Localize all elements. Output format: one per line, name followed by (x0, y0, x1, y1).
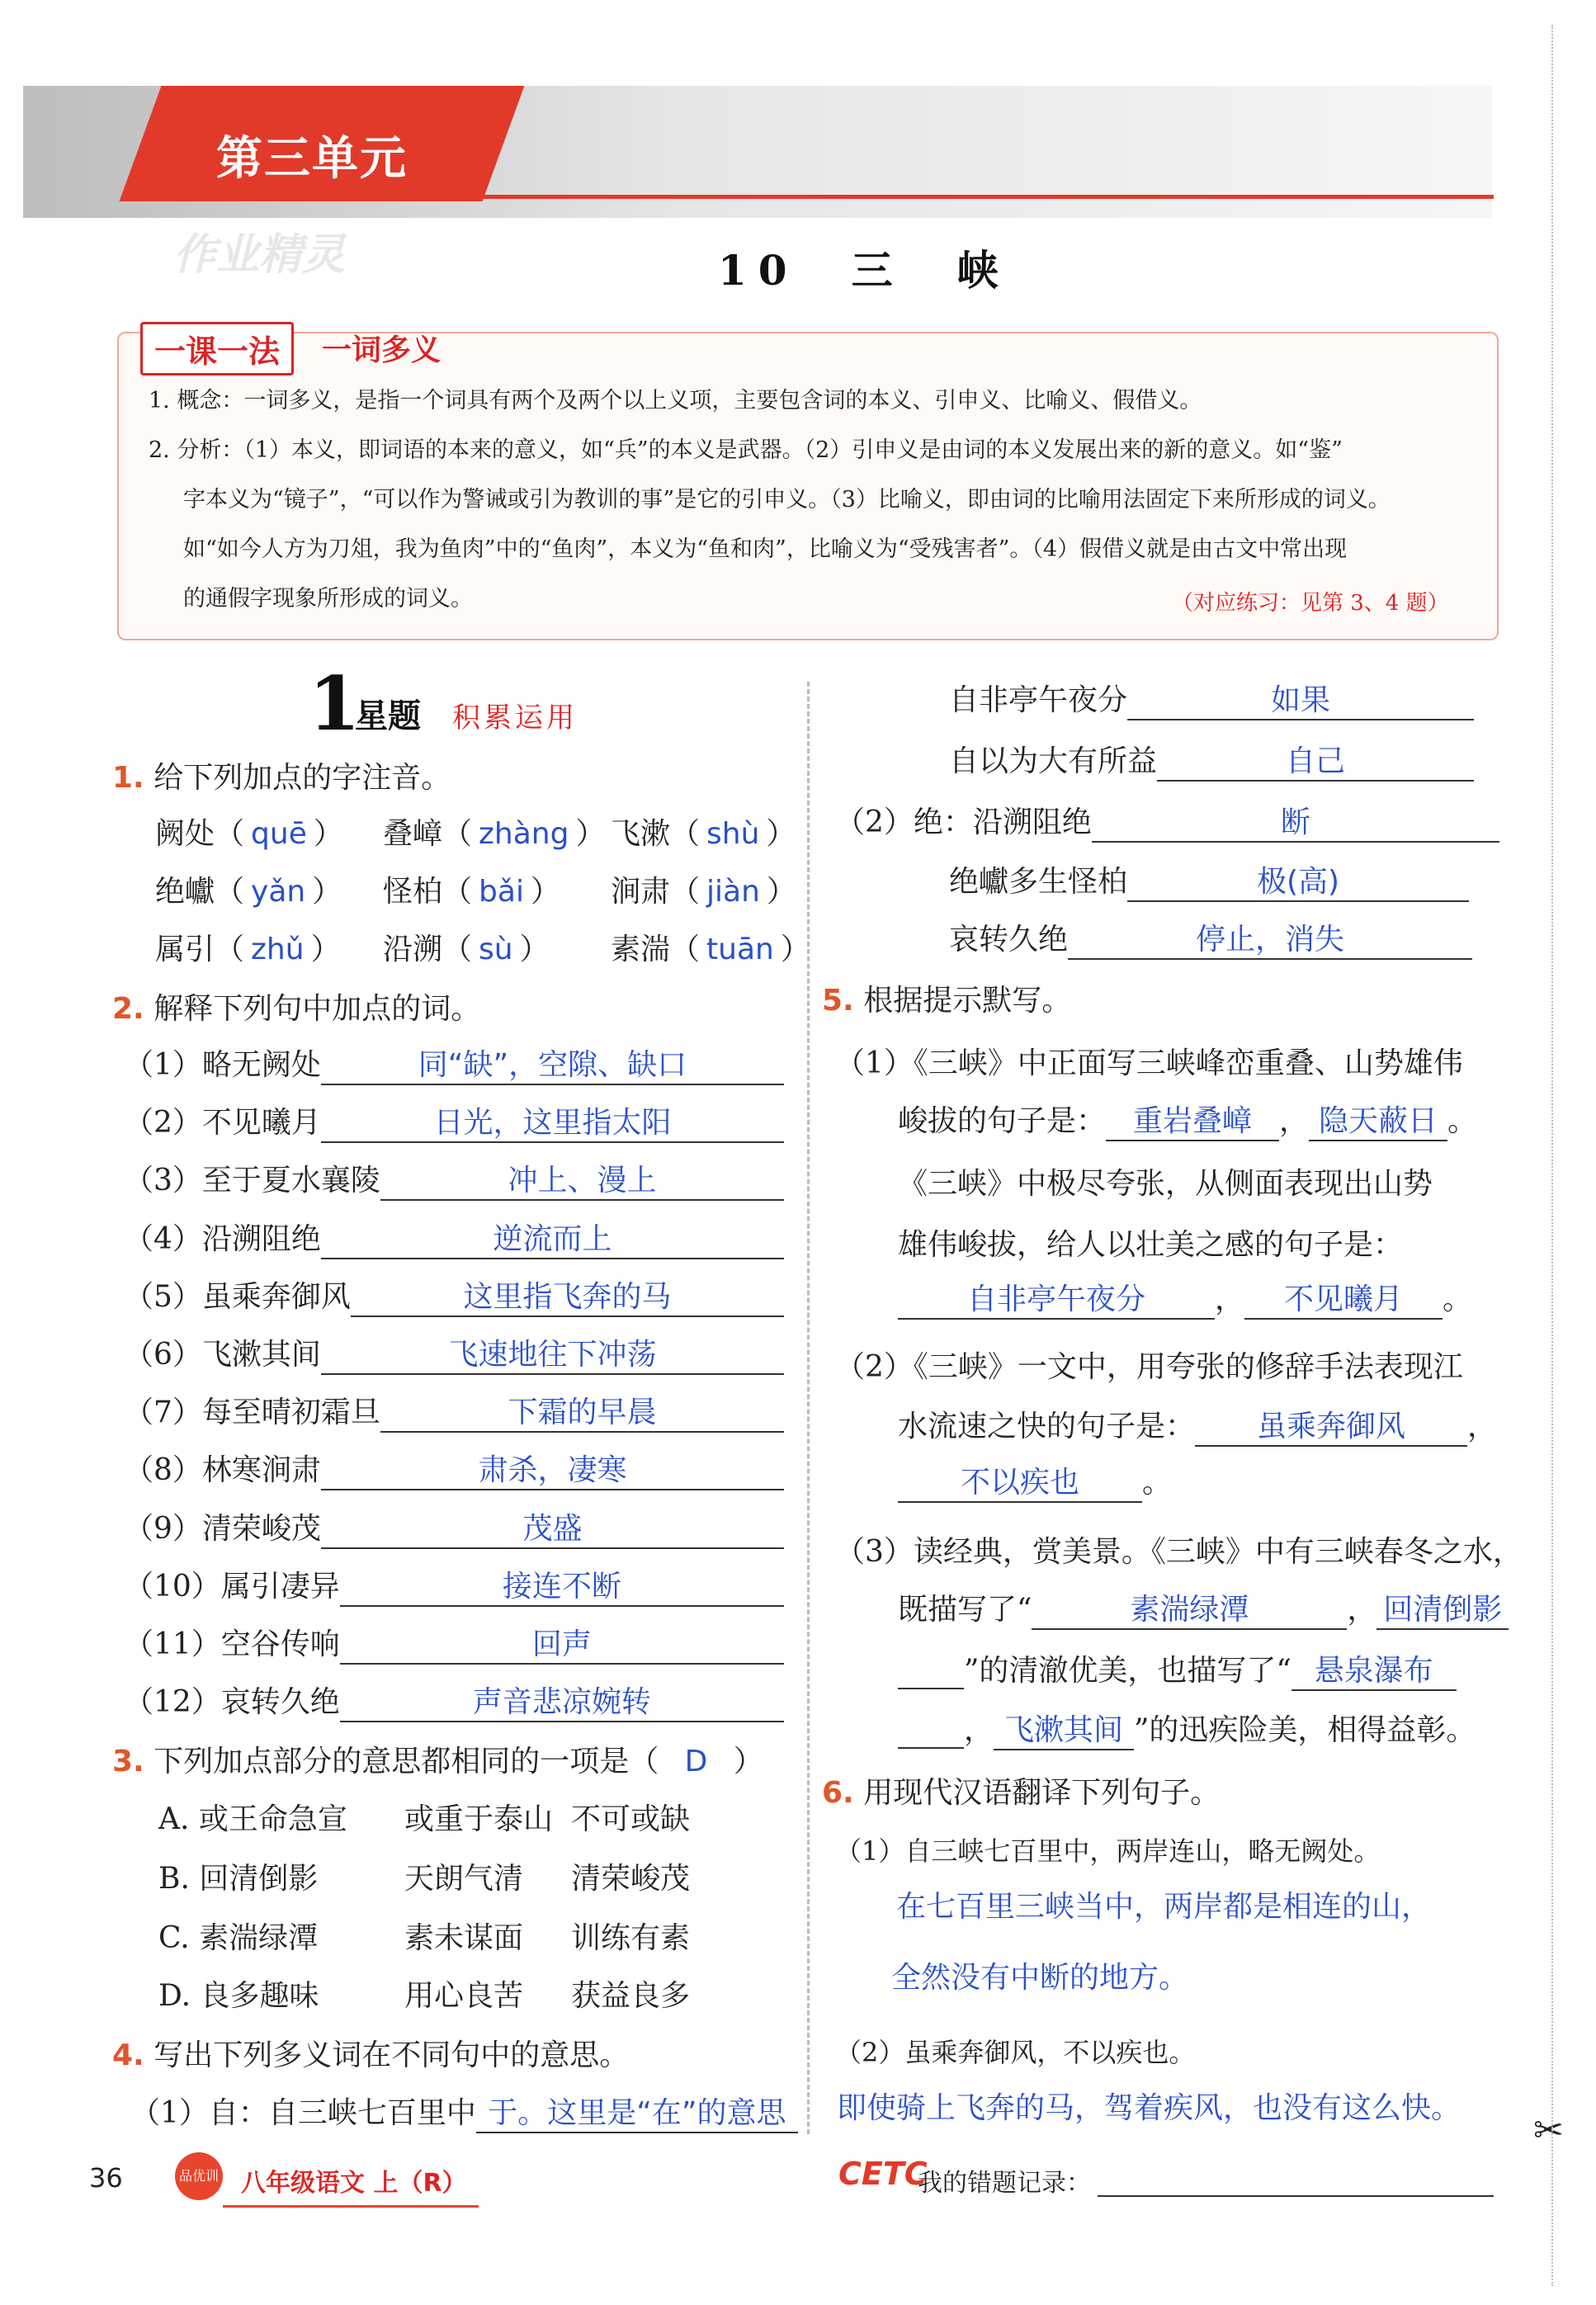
q6-number: 6. (822, 1776, 854, 1810)
q5-p1d: 雄伟峻拔，给人以壮美之感的句子是： (898, 1228, 1404, 1262)
cut-line (1551, 25, 1553, 2286)
unit-title: 第三单元 (216, 132, 408, 186)
q2-question: （4）沿溯阻绝 (124, 1222, 321, 1256)
q4-text: 写出下列多义词在不同句中的意思。 (153, 2038, 630, 2072)
q2-item (124, 1505, 784, 1549)
q3-option: D. 良多趣味 (158, 1979, 319, 2013)
q5-p3a: （3）读经典，赏美景。《三峡》中有三峡春冬之水， (835, 1535, 1523, 1569)
q6-translation2: 即使骑上飞奔的马，驾着疾风，也没有这么快。 (837, 2091, 1461, 2125)
q5-answer4: 不见曦月 (1244, 1276, 1443, 1320)
q1-pinyin-answer: jiàn (706, 875, 760, 909)
q6-text: 用现代汉语翻译下列句子。 (863, 1776, 1221, 1810)
column-divider (807, 682, 810, 2134)
q5-p3b-line: 既描写了“ 素湍绿潭 ， 回清倒影 (898, 1586, 1509, 1630)
q5-p1b: 峻拔的句子是： (898, 1104, 1107, 1138)
q1-pinyin-answer: bǎi (479, 875, 524, 909)
q1-word: 飞漱 (611, 817, 671, 851)
q5-answer8: 回清倒影 (1376, 1586, 1509, 1630)
q5-blank-b (898, 1713, 964, 1749)
q5-p3c: ”的清澈优美，也描写了“ (964, 1654, 1291, 1688)
q5-answer9: 悬泉瀑布 (1291, 1647, 1457, 1691)
q1-item: 素湍（ tuān ） (611, 933, 810, 966)
method-reference: （对应练习：见第 3、4 题） (1172, 591, 1449, 616)
q1-item: 沿溯（ sù ） (383, 933, 550, 966)
q4-item1-line2 (949, 677, 1474, 720)
q1-word: 叠嶂 (383, 817, 443, 851)
q4-item1-q2: 自非亭午夜分 (949, 683, 1128, 717)
q2-item (124, 1331, 784, 1375)
q5-text: 根据提示默写。 (863, 984, 1072, 1018)
q1-item: 绝巘（ yǎn ） (155, 875, 342, 909)
q3-answer: D (684, 1745, 708, 1778)
q5-answer6: 不以疾也 (898, 1459, 1142, 1503)
q1-pinyin-answer: tuān (706, 933, 774, 966)
q3-option-phrase: 不可或缺 (571, 1802, 691, 1836)
q2-question: （12）哀转久绝 (124, 1685, 340, 1719)
q2-item (124, 1216, 784, 1259)
method-analysis-1: 2. 分析：（1）本义，即词语的本来的意义，如“兵”的本义是武器。（2）引申义是由词的本义发展出来的新的意义。如“鉴” (149, 437, 1343, 463)
q1-word: 素湍 (611, 933, 671, 966)
q6-translation1a: 在七百里三峡当中，两岸都是相连的山， (896, 1890, 1432, 1924)
q5-answer10: 飞漱其间 (994, 1707, 1134, 1750)
q3-option-phrase: 获益良多 (571, 1979, 691, 2013)
q3-text: 下列加点部分的意思都相同的一项是（ (153, 1745, 659, 1778)
q5-p2a: （2）《三峡》一文中，用夸张的修辞手法表现江 (835, 1350, 1463, 1384)
q2-answer: 茂盛 (321, 1505, 784, 1549)
q4-item2-q3: 哀转久绝 (949, 923, 1069, 956)
q4-item2-answer2: 极(高) (1127, 858, 1469, 902)
q5-answer1: 重岩叠嶂 (1106, 1098, 1279, 1141)
q1-number: 1. (112, 761, 144, 795)
q2-question: （6）飞漱其间 (124, 1338, 321, 1372)
q2-item (124, 1042, 784, 1085)
q1-word: 怪柏 (383, 875, 443, 909)
scissors-icon: ✂ (1533, 2109, 1564, 2151)
q5-answer3: 自非亭午夜分 (898, 1276, 1215, 1320)
section-subtitle: 积累运用 (452, 701, 578, 734)
error-record-line (1098, 2195, 1494, 2197)
q2-question: （3）至于夏水襄陵 (124, 1164, 380, 1197)
q1-item: 怪柏（ bǎi ） (383, 875, 560, 909)
book-title: 八年级语文 上（R） (241, 2169, 467, 2198)
q2-answer: 冲上、漫上 (380, 1157, 784, 1201)
q1-text: 给下列加点的字注音。 (153, 761, 451, 795)
q5-blank-a (898, 1654, 964, 1689)
q1-stem (112, 754, 451, 796)
q1-pinyin-answer: shù (706, 817, 760, 851)
q2-question: （9）清荣峻茂 (124, 1512, 321, 1546)
q2-stem (112, 985, 480, 1027)
method-tag: 一课一法 (140, 322, 294, 376)
q5-number: 5. (822, 984, 854, 1018)
q4-item1-answer2: 如果 (1127, 677, 1474, 720)
q2-item (124, 1273, 784, 1317)
q2-answer: 声音悲凉婉转 (340, 1679, 784, 1722)
q2-question: （11）空谷传响 (124, 1627, 340, 1661)
q3-stem (112, 1738, 763, 1780)
header-rule (355, 195, 1494, 199)
footer-rule (223, 2205, 479, 2208)
q4-item1-line3 (949, 738, 1474, 782)
q2-item (124, 1389, 784, 1433)
q2-question: （7）每至晴初霜旦 (124, 1396, 380, 1429)
q4-item2-line2 (949, 858, 1469, 902)
q1-pinyin-answer: quē (251, 817, 307, 851)
q1-word: 属引 (155, 933, 215, 966)
q2-answer: 接连不断 (340, 1563, 784, 1607)
q1-pinyin-answer: yǎn (251, 875, 306, 909)
q2-item (124, 1447, 784, 1490)
q1-word: 绝巘 (155, 875, 215, 909)
q5-p3b: 既描写了“ (898, 1593, 1032, 1627)
q5-stem (822, 977, 1071, 1019)
q2-answer: 肃杀，凄寒 (321, 1447, 784, 1490)
q2-answer: 回声 (340, 1621, 784, 1665)
q1-pinyin-answer: zhǔ (251, 933, 305, 966)
q5-answer7: 素湍绿潭 (1032, 1586, 1347, 1630)
method-analysis-2: 字本义为“镜子”，“可以作为警诫或引为教训的事”是它的引申义。（3）比喻义，即由词的比喻用法固定下来所形成的词义。 (183, 487, 1391, 512)
q4-stem (112, 2032, 629, 2074)
q2-question: （1）略无阙处 (124, 1048, 321, 1082)
q2-item (124, 1157, 784, 1201)
q2-question: （10）属引凄异 (124, 1570, 340, 1604)
q2-item (124, 1099, 784, 1143)
q5-p2c-line: 不以疾也 。 (898, 1459, 1172, 1503)
q4-item1-q3: 自以为大有所益 (949, 744, 1158, 778)
q3-close: ） (733, 1745, 763, 1778)
q1-pinyin-answer: sù (479, 933, 513, 966)
q3-option: B. 回清倒影 (158, 1862, 319, 1896)
q2-item (124, 1563, 784, 1607)
q2-answer: 飞速地往下冲荡 (321, 1331, 784, 1375)
q2-answer: 日光，这里指太阳 (321, 1099, 784, 1143)
q1-item: 阙处（ quē ） (155, 817, 343, 851)
q3-option-phrase: 清荣峻茂 (571, 1862, 691, 1896)
q1-word: 沿溯 (383, 933, 443, 966)
q2-number: 2. (112, 992, 144, 1026)
q5-answer5: 虽乘奔御风 (1195, 1403, 1467, 1447)
q1-pinyin-answer: zhàng (479, 817, 569, 851)
q1-item: 飞漱（ shù ） (611, 817, 796, 851)
q4-item1-label: （1）自：自三峡七百里中 (130, 2096, 476, 2130)
method-subtitle: 一词多义 (322, 333, 441, 367)
q2-item (124, 1621, 784, 1665)
q5-p1e-line: 自非亭午夜分 ， 不见曦月 。 (898, 1276, 1472, 1320)
q2-question: （2）不见曦月 (124, 1106, 321, 1140)
q6-translation1b: 全然没有中断的地方。 (891, 1961, 1189, 1995)
q5-p1c: 《三峡》中极尽夸张，从侧面表现出山势 (898, 1167, 1433, 1201)
section-number: 1 (309, 660, 361, 748)
brand-logo: CETC (838, 2156, 928, 2192)
q4-item2-label: （2）绝：沿溯阻绝 (835, 805, 1092, 839)
q5-p1a: （1）《三峡》中正面写三峡峰峦重叠、山势雄伟 (835, 1046, 1463, 1080)
q5-answer2: 隐天蔽日 (1309, 1098, 1447, 1141)
q4-item2-answer1: 断 (1092, 799, 1499, 843)
page-number: 36 (89, 2162, 123, 2194)
q2-question: （5）虽乘奔御风 (124, 1280, 351, 1314)
q6-sentence2: （2）虽乘奔御风，不以疾也。 (835, 2037, 1196, 2068)
method-concept: 1. 概念：一词多义，是指一个词具有两个及两个以上义项，主要包含词的本义、引申义、比喻义、假借义。 (149, 388, 1202, 413)
q2-answer: 这里指飞奔的马 (351, 1273, 784, 1317)
q2-question: （8）林寒涧肃 (124, 1453, 321, 1487)
q4-item2-line1 (835, 799, 1499, 843)
method-analysis-3: 如“如今人方为刀俎，我为鱼肉”中的“鱼肉”，本义为“鱼和肉”，比喻义为“受残害者”。（4）假借义就是由古文中常出现 (183, 536, 1348, 562)
q3-option-phrase: 用心良苦 (404, 1979, 524, 2013)
book-logo: 品优训练 (175, 2152, 223, 2200)
q4-item1-line1 (130, 2090, 798, 2133)
q5-p2b-line: 水流速之快的句子是： 虽乘奔御风 ， (898, 1403, 1497, 1447)
lesson-title: 10 三 峡 (718, 246, 1010, 295)
q5-p1b-line: 峻拔的句子是： 重岩叠嶂 ， 隐天蔽日 。 (898, 1098, 1477, 1141)
q2-item (124, 1679, 784, 1722)
q5-p3d-line: ， 飞漱其间 ”的迅疾险美，相得益彰。 (898, 1707, 1476, 1750)
q4-item2-answer3: 停止，消失 (1068, 916, 1472, 960)
q6-stem (822, 1769, 1220, 1811)
q2-text: 解释下列句中加点的词。 (153, 992, 481, 1026)
q1-item: 属引（ zhǔ ） (155, 933, 341, 966)
q5-p3c-line (898, 1647, 1457, 1691)
error-record-label: 我的错题记录： (918, 2169, 1091, 2198)
q2-answer: 下霜的早晨 (380, 1389, 784, 1433)
section-title: 星题 (355, 697, 421, 735)
q6-sentence1: （1）自三峡七百里中，两岸连山，略无阙处。 (835, 1835, 1381, 1867)
method-analysis-4: 的通假字现象所形成的词义。 (183, 586, 473, 612)
q5-p2b: 水流速之快的句子是： (898, 1410, 1196, 1443)
q1-word: 涧肃 (611, 875, 671, 909)
q3-option-phrase: 素未谋面 (404, 1921, 524, 1955)
q5-p3d: ”的迅疾险美，相得益彰。 (1134, 1713, 1476, 1747)
q3-option-phrase: 天朗气清 (404, 1862, 524, 1896)
q1-word: 阙处 (155, 817, 215, 851)
q4-number: 4. (112, 2038, 144, 2072)
q2-answer: 逆流而上 (321, 1216, 784, 1259)
q3-option: C. 素湍绿潭 (158, 1921, 319, 1955)
q1-item: 叠嶂（ zhàng ） (383, 817, 606, 851)
q4-item1-answer3: 自己 (1157, 738, 1474, 782)
q4-item2-q2: 绝巘多生怪柏 (949, 865, 1128, 899)
watermark: 作业精灵 (173, 230, 346, 280)
q4-item2-line3 (949, 916, 1472, 960)
q1-item: 涧肃（ jiàn ） (611, 875, 796, 909)
q3-option: A. 或王命急宣 (158, 1802, 347, 1836)
q3-number: 3. (112, 1745, 144, 1778)
q3-option-phrase: 或重于泰山 (404, 1802, 554, 1836)
q2-answer: 同“缺”，空隙、缺口 (321, 1042, 784, 1085)
q4-item1-answer1: 于。这里是“在”的意思 (476, 2090, 798, 2133)
q3-option-phrase: 训练有素 (571, 1921, 691, 1955)
